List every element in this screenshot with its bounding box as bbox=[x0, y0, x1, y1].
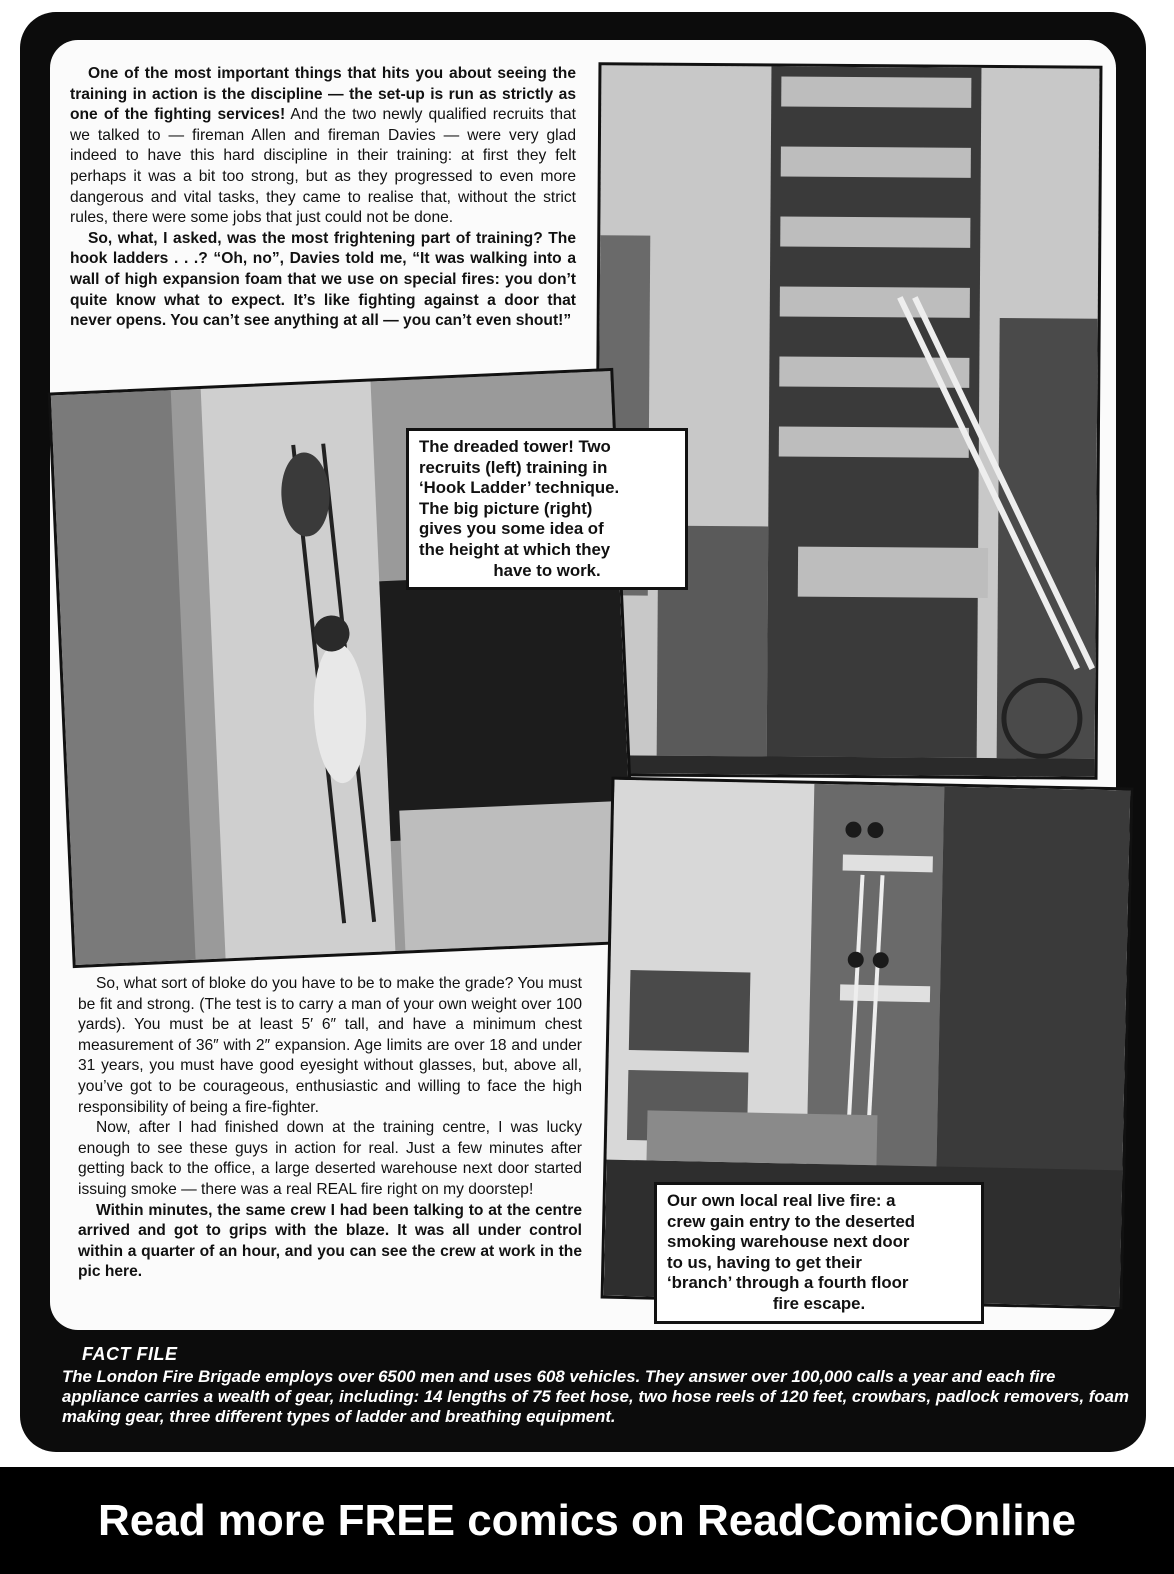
caption-line: The big picture (right) bbox=[419, 498, 593, 518]
intro-paragraph-2: So, what, I asked, was the most frightening part of training? The hook ladders . . .? “Oh, no”, Davies told me, “It was walking into a wall of high expansion foam that we use on special fires: you don’t quite know what to expect. It’s like fighting against a door that never opens. You can’t see anything at all — you can’t even shout!” bbox=[70, 229, 576, 330]
caption-line: ‘branch’ through a fourth floor bbox=[667, 1273, 909, 1293]
fact-file bbox=[62, 1344, 1132, 1427]
tower-photo-illustration bbox=[597, 65, 1100, 776]
tower-caption bbox=[406, 428, 688, 590]
fact-file-body: The London Fire Brigade employs over 6500 men and uses 608 vehicles. They answer over 100,000 calls a year and each fire appliance carries a wealth of gear, including: 14 lengths of 75 feet hose, two hose reels of 120 feet, crowbars, padlock removers, foam making gear, three different types of ladder and breathing equipment. bbox=[62, 1367, 1129, 1426]
fire-caption bbox=[654, 1182, 984, 1324]
caption-line: The dreaded tower! Two bbox=[419, 437, 611, 456]
caption-line: the height at which they bbox=[419, 539, 611, 559]
promo-banner bbox=[0, 1467, 1174, 1574]
lower-paragraph-2: Now, after I had finished down at the training centre, I was lucky enough to see these guys in action for real. Just a few minutes after getting back to the office, a large deserted warehouse next door started issuing smoke — there was a real REAL fire right on my doorstep! bbox=[78, 1119, 582, 1198]
lower-text bbox=[78, 974, 582, 1283]
lower-paragraph-3: Within minutes, the same crew I had been talking to at the centre arrived and got to grips with the blaze. It was all under control within a quarter of an hour, and you can see the crew at work in the pic here. bbox=[78, 1201, 582, 1281]
lower-paragraph-1: So, what sort of bloke do you have to be to make the grade? You must be fit and strong. (The test is to carry a man of your own weight over 100 yards). You must be at least 5′ 6″ tall, and have a minimum chest measurement of 36″ with 2″ expansion. Age limits are over 18 and under 31 years, you must have good eyesight without glasses, but, above all, you’ve got to be courageous, enthusiastic and willing to face the high responsibility of being a fire-fighter. bbox=[78, 975, 582, 1116]
caption-line: gives you some idea of bbox=[419, 519, 604, 539]
fact-file-title: FACT FILE bbox=[82, 1344, 178, 1364]
caption-line: ‘Hook Ladder’ technique. bbox=[419, 478, 620, 498]
caption-line: fire escape. bbox=[772, 1293, 866, 1313]
intro-text bbox=[70, 64, 576, 332]
caption-line: crew gain entry to the deserted bbox=[667, 1211, 916, 1231]
intro-paragraph-1: One of the most important things that hits you about seeing the training in action is the discipline — the set-up is run as strictly as one of the fighting services! And the two newly qualified recruits that we talked to — fireman Allen and fireman Davies — were very glad indeed to have this hard discipline in their training: at first they felt perhaps it was a bit too strong, but as they progressed to even more dangerous and vital tasks, they came to realise that, without the strict rules, there were some jobs that just could not be done. bbox=[70, 65, 576, 227]
caption-line: Our own local real live fire: a bbox=[667, 1191, 896, 1210]
caption-line: to us, having to get their bbox=[667, 1252, 862, 1272]
caption-line: have to work. bbox=[493, 560, 601, 580]
tower-photo bbox=[594, 62, 1103, 780]
caption-line: smoking warehouse next door bbox=[667, 1232, 910, 1252]
caption-line: recruits (left) training in bbox=[419, 457, 608, 477]
promo-banner-text: Read more FREE comics on ReadComicOnline bbox=[97, 1495, 1076, 1545]
